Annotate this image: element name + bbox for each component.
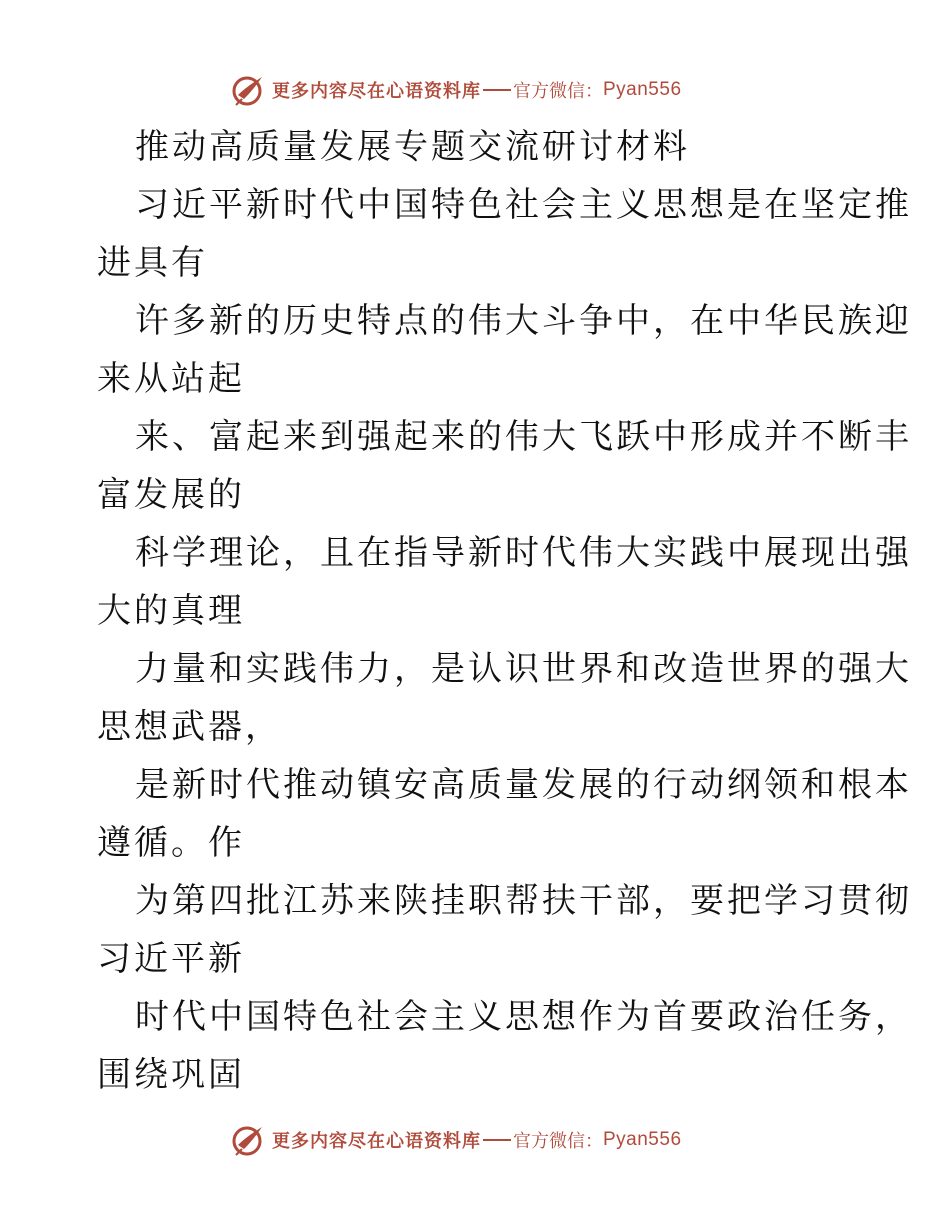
text-line: 大的真理: [97, 591, 245, 631]
watermark-wechat-label: 官方微信：: [513, 1131, 603, 1152]
watermark-separator: [483, 1139, 511, 1141]
text-line: 科学理论，且在指导新时代伟大实践中展现出强: [135, 533, 912, 573]
watermark-separator: [483, 89, 511, 91]
text-line: 进具有: [97, 243, 208, 283]
text-line: 习近平新时代中国特色社会主义思想是在坚定推: [135, 185, 912, 225]
header-watermark: [232, 72, 682, 108]
watermark-wechat-id: Pyan556: [603, 79, 682, 100]
quill-logo-icon: [232, 73, 266, 107]
text-line: 习近平新: [97, 939, 245, 979]
text-line: 围绕巩固: [97, 1055, 245, 1095]
text-line: 时代中国特色社会主义思想作为首要政治任务，: [135, 997, 912, 1037]
text-line: 为第四批江苏来陕挂职帮扶干部，要把学习贯彻: [135, 881, 912, 921]
text-line: 许多新的历史特点的伟大斗争中，在中华民族迎: [135, 301, 912, 341]
watermark-wechat-id: Pyan556: [603, 1129, 682, 1150]
watermark-text: 更多内容尽在心语资料库: [272, 1131, 481, 1152]
text-line: 是新时代推动镇安高质量发展的行动纲领和根本: [135, 765, 912, 805]
footer-watermark: [232, 1122, 682, 1158]
text-line: 来、富起来到强起来的伟大飞跃中形成并不断丰: [135, 417, 912, 457]
text-line: 富发展的: [97, 475, 245, 515]
quill-logo-icon: [232, 1123, 266, 1157]
watermark-wechat-label: 官方微信：: [513, 81, 603, 102]
document-body: [97, 118, 912, 1104]
watermark-text: 更多内容尽在心语资料库: [272, 81, 481, 102]
text-line: 思想武器，: [97, 707, 282, 747]
text-line: 遵循。作: [97, 823, 245, 863]
text-line: 来从站起: [97, 359, 245, 399]
text-line: 力量和实践伟力，是认识世界和改造世界的强大: [135, 649, 912, 689]
document-title: 推动高质量发展专题交流研讨材料: [135, 127, 690, 167]
